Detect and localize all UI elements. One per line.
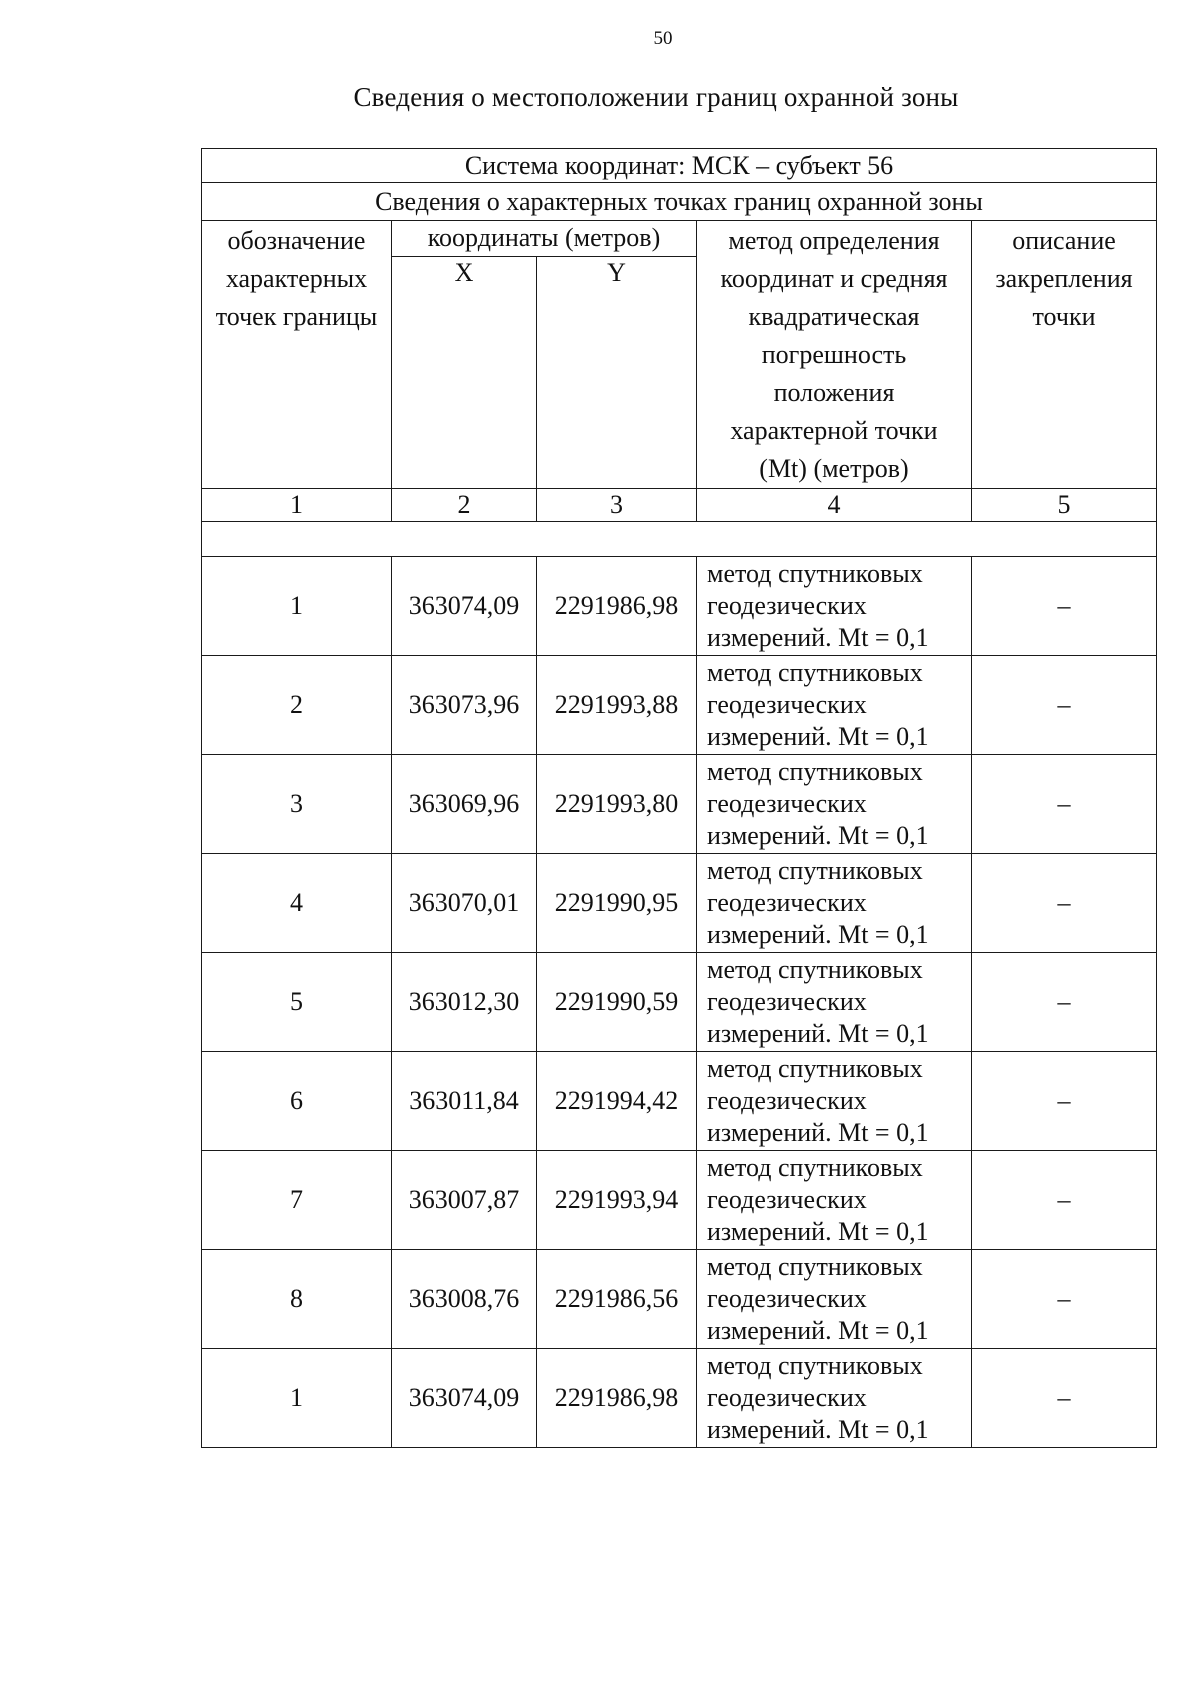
y-cell: 2291990,59: [537, 953, 697, 1052]
method-line: измерений. Mt = 0,1: [707, 1217, 929, 1246]
method-cell: [697, 1349, 972, 1448]
header-coordinates: координаты (метров): [392, 221, 697, 257]
method-line: метод спутниковых: [707, 955, 923, 984]
method-line: измерений. Mt = 0,1: [707, 623, 929, 652]
header-row: [202, 221, 1157, 257]
empty-row: [202, 522, 1157, 557]
point-cell: 3: [202, 755, 392, 854]
method-line: измерений. Mt = 0,1: [707, 821, 929, 850]
header-y: Y: [537, 256, 697, 488]
method-cell: [697, 953, 972, 1052]
table-row: [202, 1151, 1157, 1250]
point-cell: 4: [202, 854, 392, 953]
x-cell: 363012,30: [392, 953, 537, 1052]
description-cell: –: [972, 953, 1157, 1052]
method-line: метод спутниковых: [707, 1351, 923, 1380]
method-line: измерений. Mt = 0,1: [707, 1415, 929, 1444]
method-line: метод спутниковых: [707, 1252, 923, 1281]
table-row: [202, 656, 1157, 755]
point-cell: 1: [202, 557, 392, 656]
method-line: геодезических: [707, 1284, 867, 1313]
description-cell: –: [972, 656, 1157, 755]
table-body: [202, 149, 1157, 1448]
method-line: метод спутниковых: [707, 757, 923, 786]
empty-cell: [202, 522, 1157, 557]
method-line: геодезических: [707, 987, 867, 1016]
info-row: [202, 183, 1157, 221]
description-cell: –: [972, 557, 1157, 656]
table-row: [202, 755, 1157, 854]
x-cell: 363074,09: [392, 1349, 537, 1448]
method-line: геодезических: [707, 1086, 867, 1115]
method-line: геодезических: [707, 591, 867, 620]
method-line: метод спутниковых: [707, 658, 923, 687]
description-cell: –: [972, 1052, 1157, 1151]
x-cell: 363008,76: [392, 1250, 537, 1349]
method-cell: [697, 557, 972, 656]
description-cell: –: [972, 1250, 1157, 1349]
method-line: измерений. Mt = 0,1: [707, 920, 929, 949]
x-cell: 363073,96: [392, 656, 537, 755]
y-cell: 2291990,95: [537, 854, 697, 953]
header-description: описание закрепления точки: [972, 221, 1157, 489]
table-row: [202, 1349, 1157, 1448]
y-cell: 2291993,80: [537, 755, 697, 854]
method-line: геодезических: [707, 1185, 867, 1214]
table-row: [202, 1052, 1157, 1151]
coordinate-system-row: [202, 149, 1157, 183]
method-line: геодезических: [707, 789, 867, 818]
header-x: X: [392, 256, 537, 488]
page-number: 50: [653, 28, 673, 49]
method-cell: [697, 755, 972, 854]
column-number: 4: [697, 489, 972, 522]
coordinates-table: [201, 148, 1157, 1448]
method-line: метод спутниковых: [707, 1153, 923, 1182]
method-line: геодезических: [707, 690, 867, 719]
column-number: 1: [202, 489, 392, 522]
point-cell: 8: [202, 1250, 392, 1349]
description-cell: –: [972, 755, 1157, 854]
table-row: [202, 854, 1157, 953]
column-number: 2: [392, 489, 537, 522]
column-number: 5: [972, 489, 1157, 522]
method-line: метод спутниковых: [707, 1054, 923, 1083]
method-cell: [697, 1151, 972, 1250]
y-cell: 2291993,88: [537, 656, 697, 755]
y-cell: 2291986,56: [537, 1250, 697, 1349]
document-title: Сведения о местоположении границ охранной зоны: [353, 82, 959, 112]
coordinate-system-cell: Система координат: МСК – субъект 56: [202, 149, 1157, 183]
point-cell: 7: [202, 1151, 392, 1250]
info-cell: Сведения о характерных точках границ охранной зоны: [202, 183, 1157, 221]
method-line: измерений. Mt = 0,1: [707, 722, 929, 751]
x-cell: 363007,87: [392, 1151, 537, 1250]
y-cell: 2291986,98: [537, 1349, 697, 1448]
method-cell: [697, 1052, 972, 1151]
header-method: метод определения координат и средняя квадратическая погрешность положения характерной точки (Mt) (метров): [697, 221, 972, 489]
point-cell: 6: [202, 1052, 392, 1151]
column-number: 3: [537, 489, 697, 522]
point-cell: 1: [202, 1349, 392, 1448]
method-cell: [697, 854, 972, 953]
point-cell: 2: [202, 656, 392, 755]
y-cell: 2291986,98: [537, 557, 697, 656]
method-line: измерений. Mt = 0,1: [707, 1316, 929, 1345]
method-line: геодезических: [707, 888, 867, 917]
method-line: метод спутниковых: [707, 559, 923, 588]
table-row: [202, 1250, 1157, 1349]
header-designation: обозначение характерных точек границы: [202, 221, 392, 489]
table-row: [202, 953, 1157, 1052]
x-cell: 363070,01: [392, 854, 537, 953]
x-cell: 363011,84: [392, 1052, 537, 1151]
method-line: метод спутниковых: [707, 856, 923, 885]
description-cell: –: [972, 854, 1157, 953]
column-numbers-row: [202, 489, 1157, 522]
method-line: измерений. Mt = 0,1: [707, 1019, 929, 1048]
table-row: [202, 557, 1157, 656]
point-cell: 5: [202, 953, 392, 1052]
x-cell: 363074,09: [392, 557, 537, 656]
method-cell: [697, 1250, 972, 1349]
method-line: измерений. Mt = 0,1: [707, 1118, 929, 1147]
method-cell: [697, 656, 972, 755]
x-cell: 363069,96: [392, 755, 537, 854]
description-cell: –: [972, 1151, 1157, 1250]
method-line: геодезических: [707, 1383, 867, 1412]
y-cell: 2291994,42: [537, 1052, 697, 1151]
y-cell: 2291993,94: [537, 1151, 697, 1250]
description-cell: –: [972, 1349, 1157, 1448]
